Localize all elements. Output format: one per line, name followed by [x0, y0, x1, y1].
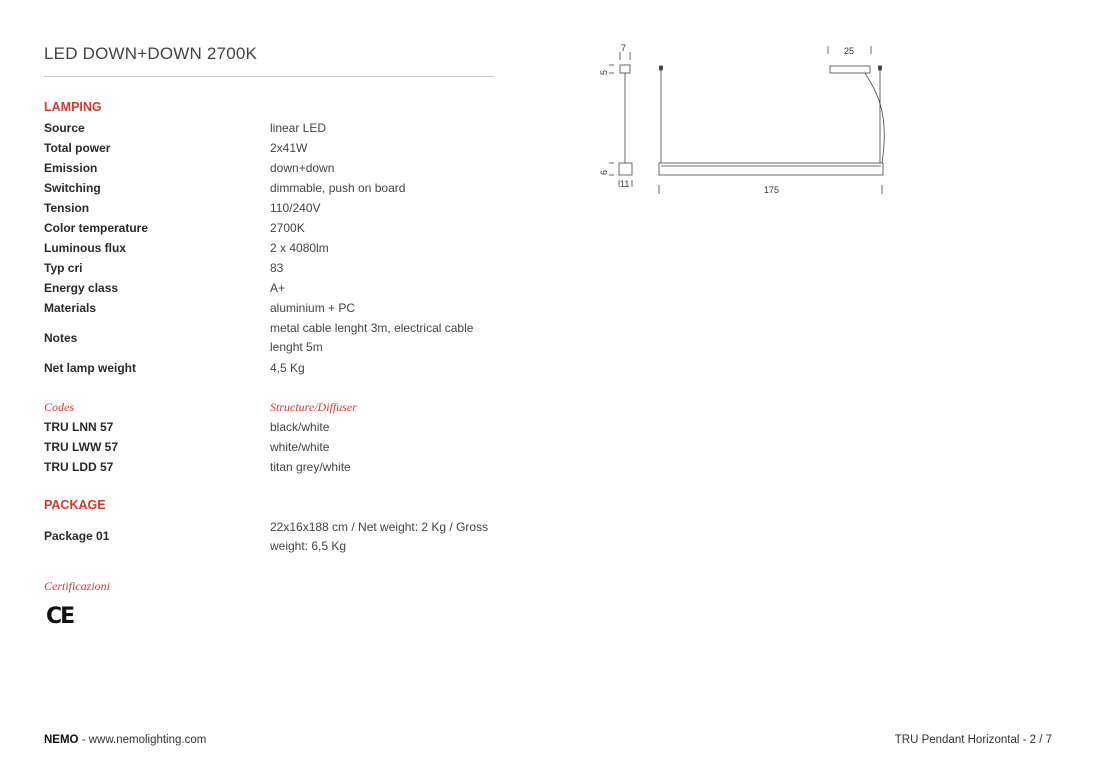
- spec-value: A+: [270, 281, 286, 295]
- website-link[interactable]: - www.nemolighting.com: [78, 734, 207, 746]
- dim-body-height-label: 6: [599, 169, 609, 175]
- spec-value: 110/240V: [270, 201, 321, 215]
- dim-body-width-label: 11: [620, 179, 630, 189]
- spec-label: Switching: [44, 181, 101, 195]
- spec-label: Total power: [44, 141, 111, 155]
- spec-label: Luminous flux: [44, 241, 126, 255]
- spec-value: 2x41W: [270, 141, 308, 155]
- package-value: 22x16x188 cm / Net weight: 2 Kg / Gross weight: 6,5 Kg: [270, 520, 489, 553]
- spec-value: aluminium + PC: [270, 301, 356, 315]
- spec-value: dimmable, push on board: [270, 181, 406, 195]
- spec-value: linear LED: [270, 121, 327, 135]
- technical-drawing: [590, 40, 900, 200]
- structure-diffuser-heading: Structure/Diffuser: [270, 400, 357, 414]
- spec-value: 2700K: [270, 221, 305, 235]
- front-bar-shape: [659, 163, 883, 175]
- spec-label: Materials: [44, 301, 97, 315]
- front-canopy-shape: [830, 66, 870, 73]
- spec-label: Energy class: [44, 281, 119, 295]
- package-label: Package 01: [44, 529, 110, 543]
- codes-heading: Codes: [44, 400, 74, 414]
- finish-value: titan grey/white: [270, 460, 351, 474]
- dim-top-height-label: 5: [599, 69, 609, 75]
- spec-value: 83: [270, 261, 284, 275]
- spec-value: 4,5 Kg: [270, 361, 305, 375]
- spec-label: Tension: [44, 201, 90, 215]
- dim-top-width-label: 7: [621, 43, 627, 53]
- finish-value: black/white: [270, 420, 330, 434]
- spec-value: 2 x 4080lm: [270, 241, 329, 255]
- spec-value: down+down: [270, 161, 335, 175]
- title-divider: [44, 76, 494, 77]
- lamping-heading: LAMPING: [44, 100, 102, 114]
- spec-label: Color temperature: [44, 221, 149, 235]
- package-heading: PACKAGE: [44, 498, 106, 512]
- spec-label: Net lamp weight: [44, 361, 137, 375]
- page-title: LED DOWN+DOWN 2700K: [44, 44, 258, 63]
- side-canopy-shape: [620, 65, 630, 73]
- spec-label: Source: [44, 121, 85, 135]
- footer-page-info: TRU Pendant Horizontal - 2 / 7: [894, 734, 1052, 746]
- product-code: TRU LNN 57: [44, 420, 114, 434]
- brand-name: NEMO: [44, 734, 79, 746]
- footer-brand: [44, 734, 206, 746]
- side-body-shape: [619, 163, 632, 175]
- dim-canopy-width-label: 25: [844, 46, 855, 56]
- ce-mark-icon: CE: [46, 604, 74, 629]
- spec-label: Emission: [44, 161, 98, 175]
- product-code: TRU LDD 57: [44, 460, 114, 474]
- spec-label: Notes: [44, 331, 78, 345]
- dim-length-label: 175: [764, 185, 780, 195]
- spec-value: metal cable lenght 3m, electrical cable lenght 5m: [270, 321, 474, 354]
- spec-label: Typ cri: [44, 261, 83, 275]
- certifications-heading: Certificazioni: [44, 579, 110, 593]
- product-code: TRU LWW 57: [44, 440, 118, 454]
- finish-value: white/white: [270, 440, 330, 454]
- electrical-cable-shape: [865, 73, 884, 163]
